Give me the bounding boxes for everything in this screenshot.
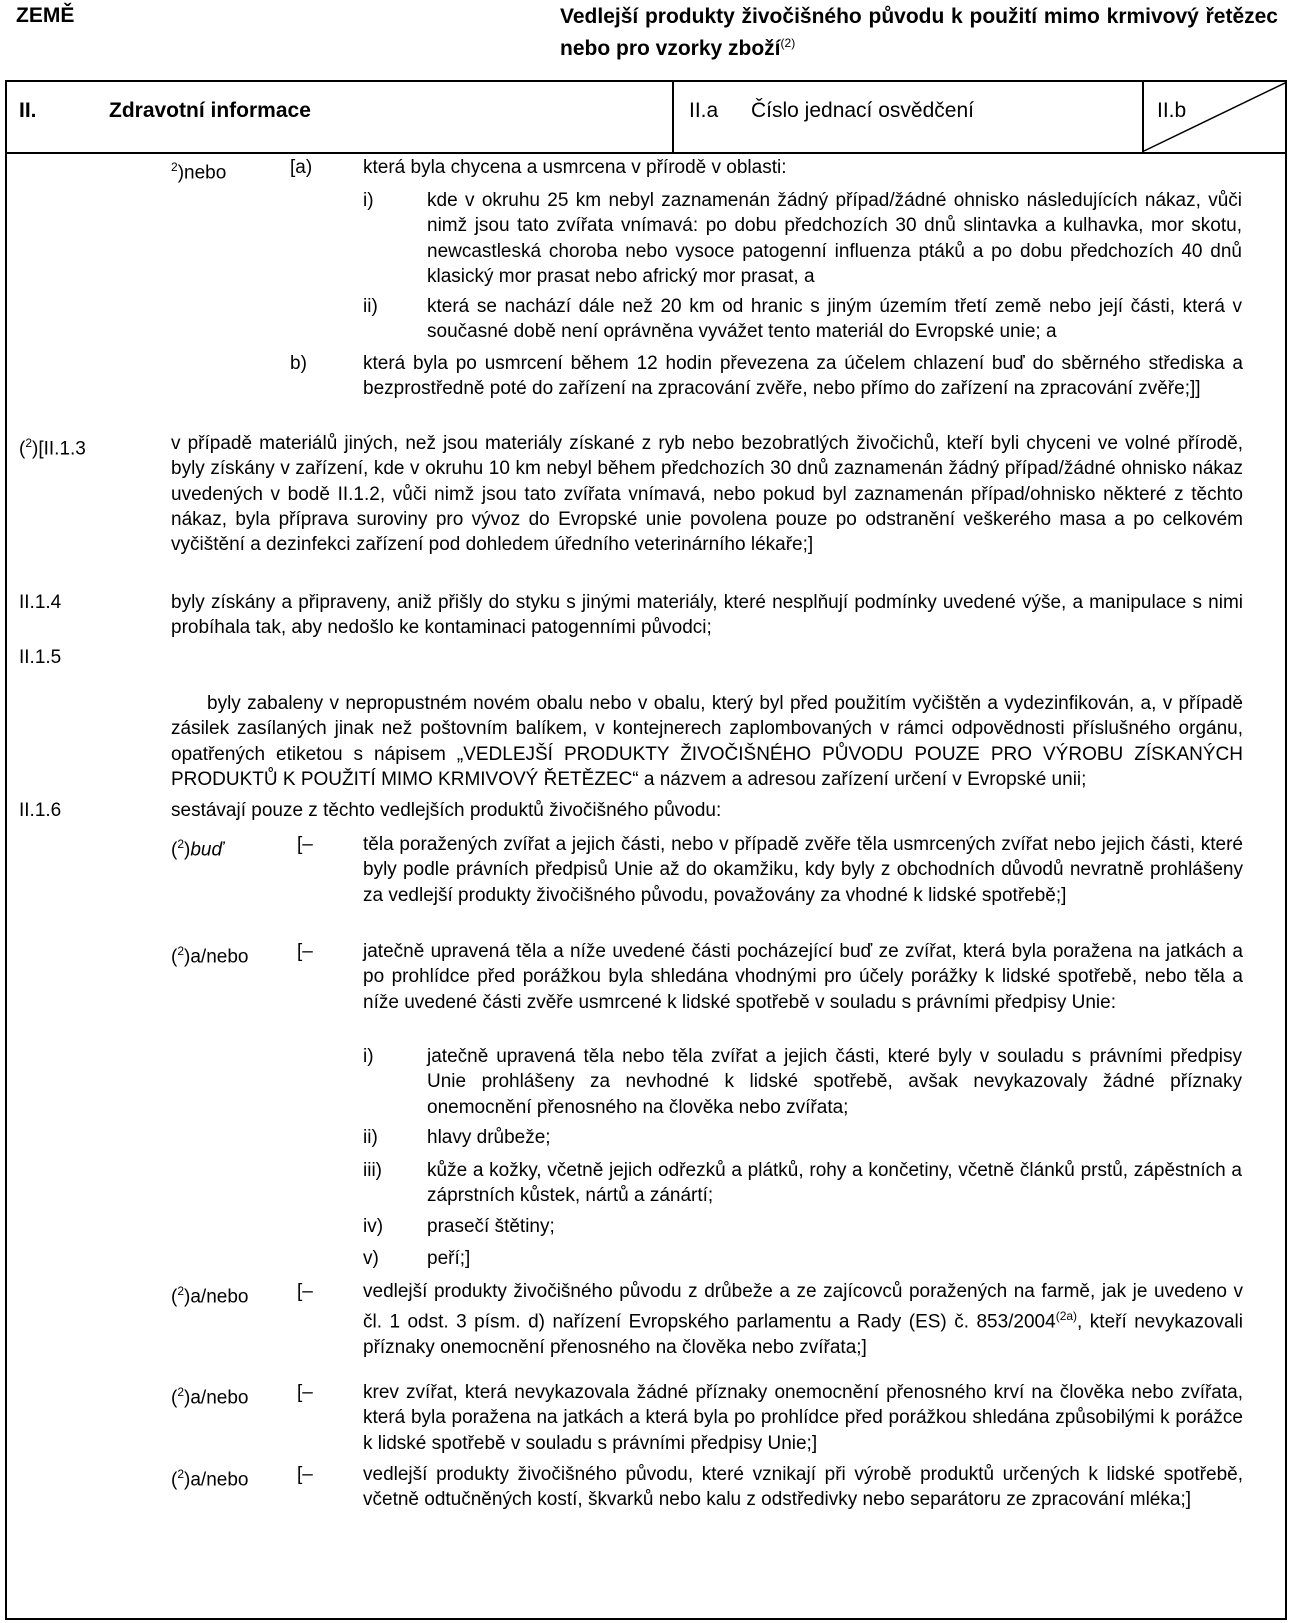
- note-label: $^2$)nebo: [171, 160, 227, 184]
- item-text: těla poražených zvířat a jejich části, nebo v případě zvěře těla usmrcených zvířat nebo jejich části, které byly podle právních předpisů Unie až do okamžiku, kdy byly z obchodních důvodů nevratně prohlášeny za vedlejší produkty živočišného původu, považovány za vhodné k lidské spotřebě;]: [363, 834, 1243, 906]
- section-title: Zdravotní informace: [109, 99, 311, 122]
- section-number: II.: [19, 99, 37, 122]
- country-label: ZEMĚ: [16, 4, 75, 27]
- item-label: iv): [363, 1216, 384, 1237]
- item-text: vedlejší produkty živočišného původu, které vznikají při výrobě produktů určených k lidské spotřebě, včetně odtučněných kostí, škvarků nebo kalu z odstředivky nebo separátoru ze zpracování mléka;]: [363, 1464, 1243, 1511]
- paragraph-text: byly získány a připraveny, aniž přišly do styku s jinými materiály, které nesplňují podmínky uvedené výše, a manipulace s nimi probíhala tak, aby nedošlo ke kontaminaci patogenními původci;: [171, 592, 1243, 639]
- item-text: kůže a kožky, včetně jejich odřezků a plátků, rohy a končetiny, včetně článků prstů, zápěstních a záprstních kůstek, nártů a zánártí;: [427, 1160, 1242, 1207]
- paragraph-number: II.1.4: [19, 592, 62, 613]
- document-title: [560, 4, 1278, 62]
- item-text: krev zvířat, která nevykazovala žádné příznaky onemocnění přenosného krví na člověka nebo zvířata, která byla poražena na jatkách a která byla po prohlídce před porážkou shledána způsobilými k porážce k lidské spotřebě v souladu s právními předpisy Unie;]: [363, 1382, 1243, 1454]
- item-text: jatečně upravená těla a níže uvedené části pocházející buď ze zvířat, která byla poražena na jatkách a po prohlídce před porážkou byla shledána vhodnými pro účely porážky k lidské spotřebě, nebo těla a níže uvedené části zvěře usmrcené k lidské spotřebě v souladu s právními předpisy Unie:: [363, 941, 1243, 1013]
- footnote-ref: (2): [780, 36, 796, 50]
- item-text: vedlejší produkty živočišného původu z drůbeže a ze zajícovců poražených na farmě, jak je uvedeno v čl. 1 odst. 3 písm. d) nařízení Evropského parlamentu a Rady (ES) č. $853/2004^{(2a)}$, kteří nevykazovali příznaky onemocnění přenosného na člověka nebo zvířata;]: [363, 1281, 1243, 1358]
- item-label: [–: [297, 1281, 313, 1302]
- item-text: peří;]: [427, 1248, 471, 1269]
- note-label: ($^2$)buď: [171, 837, 224, 861]
- item-text: kde v okruhu 25 km nebyl zaznamenán žádný případ/žádné ohnisko následujících nákaz, vůči nimž jsou tato zvířata vnímavá: po dobu předchozích 30 dnů slintavka a kulhavka, mor skotu, newcastleská choroba nebo vysoce patogenní influenza ptáků a po dobu předchozích 40 dnů klasický mor prasat nebo africký mor prasat, a: [427, 190, 1242, 287]
- item-label: [–: [297, 941, 313, 962]
- item-label: i): [363, 1046, 374, 1067]
- paragraph-text: byly zabaleny v nepropustném novém obalu nebo v obalu, který byl před použitím vyčištěn a vydezinfikován, a, v případě zásilek zasílaných jinak než poštovním balíkem, v kontejnerech zaplombovaných v rámci odpovědnosti příslušného orgánu, opatřených etiketou s nápisem „VEDLEJŠÍ PRODUKTY ŽIVOČIŠNÉHO PŮVODU POUZE PRO VÝROBU ZÍSKANÝCH PRODUKTŮ K POUŽITÍ MIMO KRMIVOVÝ ŘETĚZEC“ a názvem a adresou zařízení určení v Evropské unii;: [171, 693, 1243, 790]
- item-label: [–: [297, 1464, 313, 1485]
- item-label: ii): [363, 296, 378, 317]
- item-label: [–: [297, 834, 313, 855]
- item-label: [–: [297, 1382, 313, 1403]
- certificate-table: [5, 80, 1287, 1620]
- ref-b: II.b: [1157, 99, 1187, 122]
- reference-number-label: Číslo jednací osvědčení: [751, 99, 974, 122]
- item-label: [a): [290, 157, 313, 178]
- item-label: v): [363, 1248, 379, 1269]
- item-text: která se nachází dále než 20 km od hranic s jiným územím třetí země nebo její části, která v současné době není oprávněna vyvážet tento materiál do Evropské unie; a: [427, 296, 1242, 343]
- item-text: která byla chycena a usmrcena v přírodě v oblasti:: [363, 157, 787, 178]
- item-text: hlavy drůbeže;: [427, 1127, 551, 1148]
- item-label: i): [363, 190, 374, 211]
- item-text: prasečí štětiny;: [427, 1216, 555, 1237]
- note-label: ($^2$)a/nebo: [171, 1284, 249, 1308]
- item-text: jatečně upravená těla nebo těla zvířat a jejich části, které byly v souladu s právními předpisy Unie prohlášeny za nevhodné k lidské spotřebě, avšak nevykazovaly žádné příznaky onemocnění přenosného na člověka nebo zvířata;: [427, 1046, 1242, 1118]
- paragraph-text: sestávají pouze z těchto vedlejších produktů živočišného původu:: [171, 800, 722, 821]
- item-label: ii): [363, 1127, 378, 1148]
- paragraph-number: II.1.5: [19, 647, 62, 668]
- paragraph-number: II.1.6: [19, 800, 62, 821]
- table-header-row: [7, 82, 1285, 154]
- document-title-text: Vedlejší produkty živočišného původu k použití mimo krmivový řetězec nebo pro vzorky zboží: [560, 5, 1278, 60]
- item-label: iii): [363, 1160, 382, 1181]
- note-label: ($^2$)a/nebo: [171, 944, 249, 968]
- ref-a: II.a: [689, 99, 719, 122]
- note-label: ($^2$)a/nebo: [171, 1467, 249, 1491]
- paragraph-number: ($^2$)[II.1.3: [19, 436, 86, 460]
- item-text: která byla po usmrcení během 12 hodin převezena za účelem chlazení buď do sběrného střediska a bezprostředně poté do zařízení na zpracování zvěře, nebo přímo do zařízení na zpracování zvěře;]]: [363, 353, 1243, 400]
- diagonal-strike-line: [7, 82, 1287, 152]
- note-label: ($^2$)a/nebo: [171, 1385, 249, 1409]
- item-label: b): [290, 353, 307, 374]
- paragraph-text: v případě materiálů jiných, než jsou materiály získané z ryb nebo bezobratlých živočichů, kteří byli chyceni ve volné přírodě, byly získány v zařízení, kde v okruhu 10 km nebyl během předchozích 30 dnů zaznamenán žádný případ/žádné ohnisko nákaz uvedených v bodě II.1.2, vůči nimž jsou tato zvířata vnímavá, nebo pokud byl zaznamenán případ/ohnisko některé z těchto nákaz, byla příprava suroviny pro vývoz do Evropské unie povolena pouze po odstranění veškerého masa a po celkovém vyčištění a dezinfekci zařízení pod dohledem úředního veterinárního lékaře;]: [171, 433, 1243, 556]
